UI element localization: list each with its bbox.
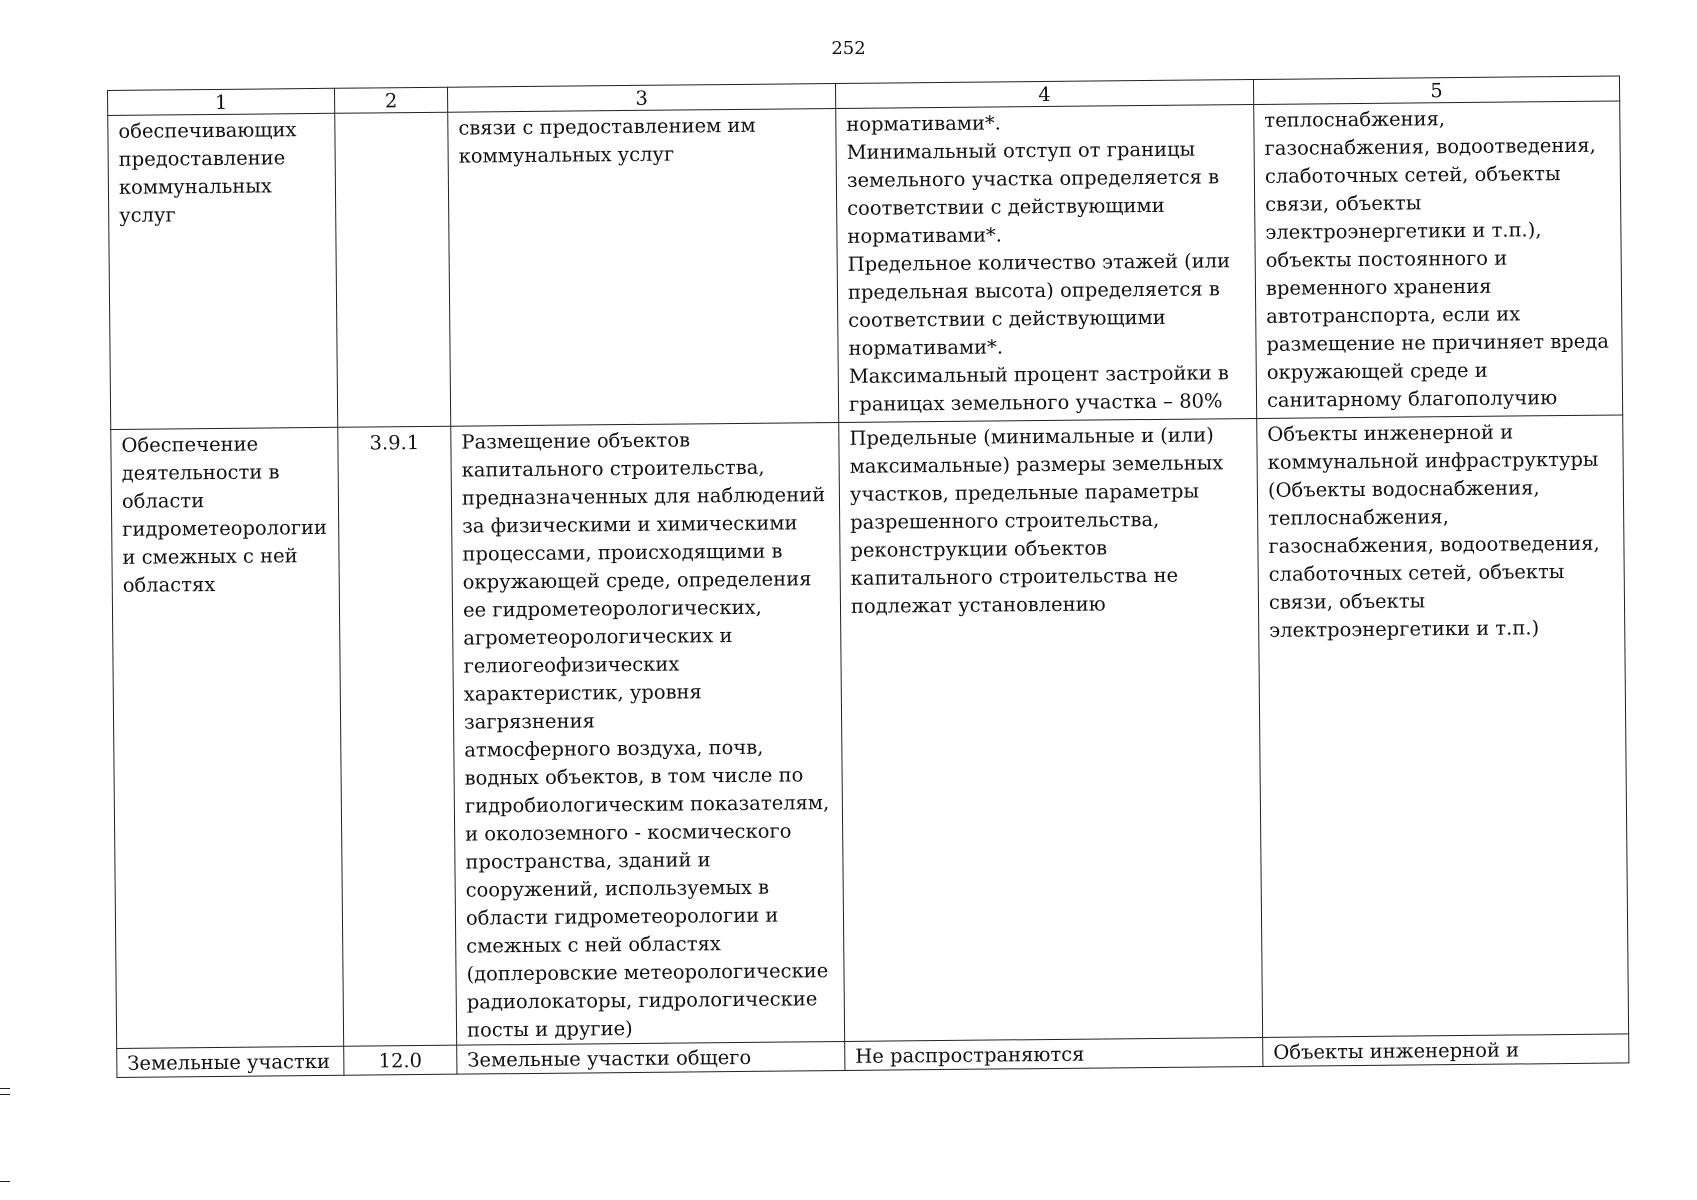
- parameters-text: Не распространяются: [855, 1042, 1085, 1068]
- parameters-text: Предельные (минимальные и (или) максимальные) размеры земельных участков, предельные параметры разрешенного строительства, реконструкции объектов капитального строительства не подлежат установлению: [849, 423, 1224, 618]
- auxiliary-text: теплоснабжения, газоснабжения, водоотведения, слаботочных сетей, объекты связи, объекты электроэнергетики и т.п.), объекты постоянного и временного хранения автотранспорта, если их размещение не причиняет вреда окружающей среде и санитарному благополучию: [1264, 107, 1610, 412]
- use-description-cell: [451, 422, 845, 1045]
- column-header: 4: [835, 79, 1253, 108]
- column-header: 2: [334, 87, 447, 113]
- binding-mark: [0, 1088, 10, 1089]
- parameters-cell: [845, 1037, 1263, 1070]
- use-description: Земельные участки общего: [467, 1045, 752, 1072]
- use-code: 3.9.1: [369, 431, 420, 455]
- land-use-table: [107, 75, 1629, 1077]
- auxiliary-text: Объекты инженерной и: [1273, 1038, 1520, 1064]
- auxiliary-cell: [1254, 101, 1623, 418]
- use-name-cell: [117, 1046, 344, 1077]
- use-code-cell: [338, 426, 457, 1046]
- column-header: 1: [108, 88, 335, 115]
- use-name-cell: [108, 113, 338, 429]
- table-row: [111, 415, 1629, 1048]
- use-name-cell: [111, 427, 344, 1048]
- auxiliary-cell: [1263, 1034, 1629, 1067]
- use-code: 12.0: [378, 1049, 423, 1073]
- auxiliary-text: Объекты инженерной и коммунальной инфраструктуры (Объекты водоснабжения, теплоснабжения, газоснабжения, водоотведения, слаботочных сетей, объекты связи, объекты электроэнергетики и т.п.): [1267, 420, 1600, 642]
- use-code: [345, 115, 437, 116]
- use-name: Обеспечение деятельности в области гидрометеорологии и смежных с ней областях: [121, 432, 328, 597]
- column-header: 3: [447, 84, 835, 113]
- use-code-cell: [335, 112, 451, 427]
- parameters-cell: [836, 104, 1257, 422]
- column-header: 5: [1253, 76, 1619, 105]
- parameters-text: нормативами*. Минимальный отступ от границы земельного участка определяется в соответствии с действующими нормативами*. Предельное количество этажей (или предельная высота) определяется в соответствии с действующими нормативами*. Максимальный процент застройки в границах земельного участка – 80%: [846, 111, 1231, 416]
- binding-mark: [0, 1181, 10, 1182]
- use-description-cell: [448, 109, 839, 427]
- use-name: обеспечивающих предоставление коммунальных услуг: [118, 118, 297, 227]
- use-description: Размещение объектов капитального строительства, предназначенных для наблюдений за физическими и химическими процессами, происходящими в окружающей среде, определения ее гидрометеорологических, агрометеорологических и гелиогеофизических характеристик, уровня загрязнения атмосферного воздуха, почв, водных объектов, в том числе по гидробиологическим показателям, и околоземного - космического пространства, зданий и сооружений, используемых в области гидрометеорологии и смежных с ней областях (доплеровские метеорологические радиолокаторы, гидрологические посты и другие): [461, 428, 830, 1042]
- table-row: [108, 101, 1623, 429]
- page-number: 252: [831, 38, 866, 59]
- use-name: Земельные участки: [127, 1049, 330, 1075]
- auxiliary-cell: [1257, 415, 1629, 1037]
- parameters-cell: [839, 418, 1263, 1041]
- binding-mark: [0, 1094, 10, 1095]
- use-code-cell: [344, 1045, 457, 1075]
- use-description-cell: [457, 1041, 845, 1074]
- use-description: связи с предоставлением им коммунальных услуг: [458, 113, 756, 168]
